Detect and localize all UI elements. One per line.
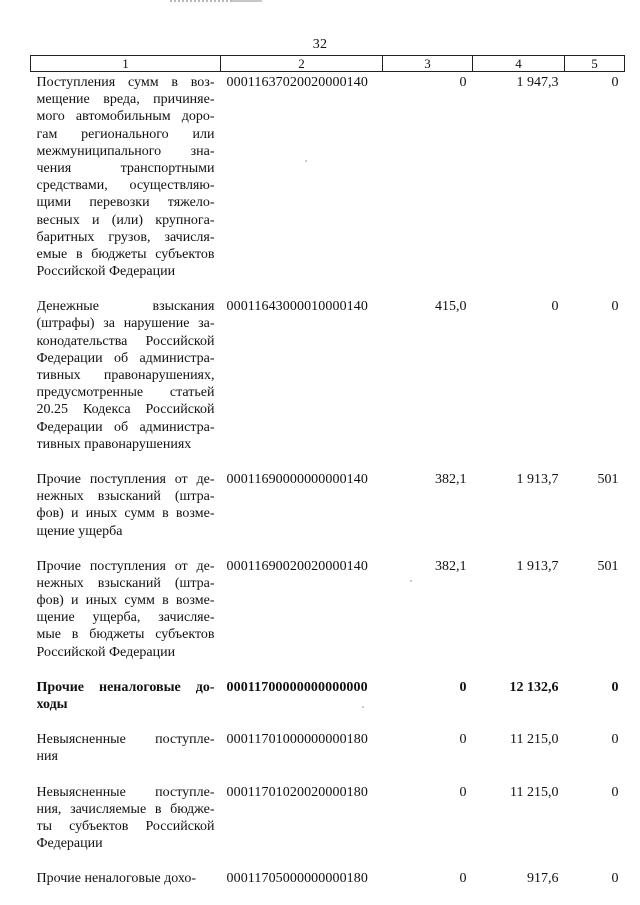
row-name-line: щение ущерба, зачисляе-: [36, 610, 215, 626]
scan-speck: [362, 706, 364, 708]
row-col5-cell: 0: [611, 679, 619, 695]
row-name-cell: [31, 677, 221, 729]
row-col3-cell: 0: [459, 871, 467, 887]
row-col5-cell: 0: [611, 784, 619, 800]
row-name-line: мого автомобильным доро-: [36, 109, 215, 125]
page-number: 32: [312, 37, 328, 52]
row-name-line: емые в бюджеты субъектов: [36, 246, 215, 262]
table-row: [31, 296, 625, 469]
revenue-table: [30, 55, 625, 904]
row-name-line: Невыясненные поступле-: [36, 732, 215, 748]
row-name-cell: [31, 556, 221, 677]
row-col3-cell: 0: [459, 75, 467, 90]
row-col4-cell: 12 132,6: [509, 679, 559, 695]
row-col5-cell: 501: [597, 558, 619, 574]
row-code-cell: 00011690020020000140: [226, 558, 368, 574]
row-name-line: Федерации об администра-: [36, 350, 215, 366]
row-name-line: чения транспортными: [36, 160, 215, 176]
row-code-cell: 00011690000000000140: [226, 471, 368, 487]
row-col5-cell: 0: [611, 299, 619, 315]
row-col4-cell: 1 913,7: [516, 471, 559, 487]
row-name-line: фов) и иных сумм в возме-: [36, 506, 215, 522]
row-col4-cell: 1 947,3: [516, 75, 559, 90]
row-name-line: гам регионального или: [36, 126, 215, 142]
row-code-cell: 00011705000000000180: [226, 871, 368, 887]
scan-speck: [305, 160, 307, 162]
row-name-cell: [31, 782, 221, 869]
row-name-line: ния: [36, 749, 58, 765]
row-name-line: нежных взысканий (штра-: [36, 575, 215, 591]
row-name-line: средствами, осуществляю-: [36, 178, 215, 194]
column-header-4: 4: [473, 56, 565, 72]
row-col3-cell: 415,0: [435, 299, 467, 315]
row-name-line: мещение вреда, причиняе-: [36, 92, 215, 108]
row-name-line: Прочие неналоговые дохо-: [36, 871, 197, 887]
row-name-line: Поступления сумм в воз-: [36, 75, 215, 90]
row-name-line: Федерации: [36, 836, 103, 852]
row-name-line: тивных правонарушениях: [36, 436, 192, 452]
row-name-line: мые в бюджеты субъектов: [36, 627, 215, 643]
table-row: [31, 782, 625, 869]
row-name-line: Невыясненные поступле-: [36, 784, 215, 800]
row-name-line: 20.25 Кодекса Российской: [36, 402, 215, 418]
table-row: [31, 556, 625, 677]
row-col4-cell: 11 215,0: [510, 784, 559, 800]
row-name-line: Российской Федерации: [36, 264, 176, 280]
row-code-cell: 00011643000010000140: [226, 299, 368, 315]
table-row: [31, 729, 625, 781]
table-row: [31, 469, 625, 556]
row-name-line: щими перевозки тяжело-: [36, 195, 215, 211]
row-col3-cell: 0: [459, 732, 467, 748]
row-col3-cell: 0: [459, 679, 467, 695]
row-name-line: Российской Федерации: [36, 644, 176, 660]
row-col5-cell: 0: [611, 871, 619, 887]
row-name-line: (штрафы) за нарушение за-: [36, 316, 215, 332]
table-body: [31, 72, 625, 904]
row-name-cell: [31, 296, 221, 469]
row-code-cell: 00011701000000000180: [226, 732, 368, 748]
row-name-line: баритных грузов, зачисля-: [36, 229, 215, 245]
row-name-line: щение ущерба: [36, 523, 123, 539]
row-name-line: Денежные взыскания: [36, 299, 215, 315]
scan-artifact-top-2: [232, 0, 262, 5]
row-name-line: весных и (или) крупнога-: [36, 212, 215, 228]
row-name-cell: [31, 729, 221, 781]
row-name-line: нежных взысканий (штра-: [36, 489, 215, 505]
row-name-cell: [31, 469, 221, 556]
column-header-3: 3: [383, 56, 473, 72]
table-header-row: [31, 56, 625, 72]
table-row: [31, 868, 625, 903]
row-name-cell: [31, 72, 221, 297]
row-col4-cell: 0: [551, 299, 559, 315]
row-name-line: Прочие неналоговые до-: [36, 679, 215, 695]
row-code-cell: 00011637020020000140: [226, 75, 368, 90]
table-row: [31, 72, 625, 297]
row-code-cell: 00011701020020000180: [226, 784, 368, 800]
row-name-cell: [31, 868, 221, 903]
row-name-line: ходы: [36, 697, 68, 712]
row-col3-cell: 382,1: [435, 471, 467, 487]
column-header-1: 1: [31, 56, 221, 72]
row-name-line: ты субъектов Российской: [36, 818, 215, 834]
row-name-line: Федерации об администра-: [36, 419, 215, 435]
row-name-line: тивных правонарушениях,: [36, 368, 215, 383]
column-header-5: 5: [565, 56, 625, 72]
scan-speck: [410, 580, 412, 582]
table-row: [31, 677, 625, 729]
row-col4-cell: 917,6: [527, 871, 559, 887]
row-name-line: ния, зачисляемые в бюдже-: [36, 801, 215, 817]
row-col4-cell: 1 913,7: [516, 558, 559, 574]
row-col4-cell: 11 215,0: [510, 732, 559, 748]
row-code-cell: 00011700000000000000: [226, 679, 368, 695]
row-col3-cell: 382,1: [435, 558, 467, 574]
row-name-line: предусмотренные статьей: [36, 385, 215, 401]
row-col5-cell: 0: [611, 75, 619, 90]
row-col5-cell: 0: [611, 732, 619, 748]
row-name-line: Прочие поступления от де-: [36, 558, 215, 574]
row-name-line: конодательства Российской: [36, 333, 215, 349]
column-header-2: 2: [221, 56, 383, 72]
row-col5-cell: 501: [597, 471, 619, 487]
row-name-line: межмуниципального зна-: [36, 143, 215, 159]
row-col3-cell: 0: [459, 784, 467, 800]
row-name-line: Прочие поступления от де-: [36, 471, 215, 487]
row-name-line: фов) и иных сумм в возме-: [36, 593, 215, 609]
